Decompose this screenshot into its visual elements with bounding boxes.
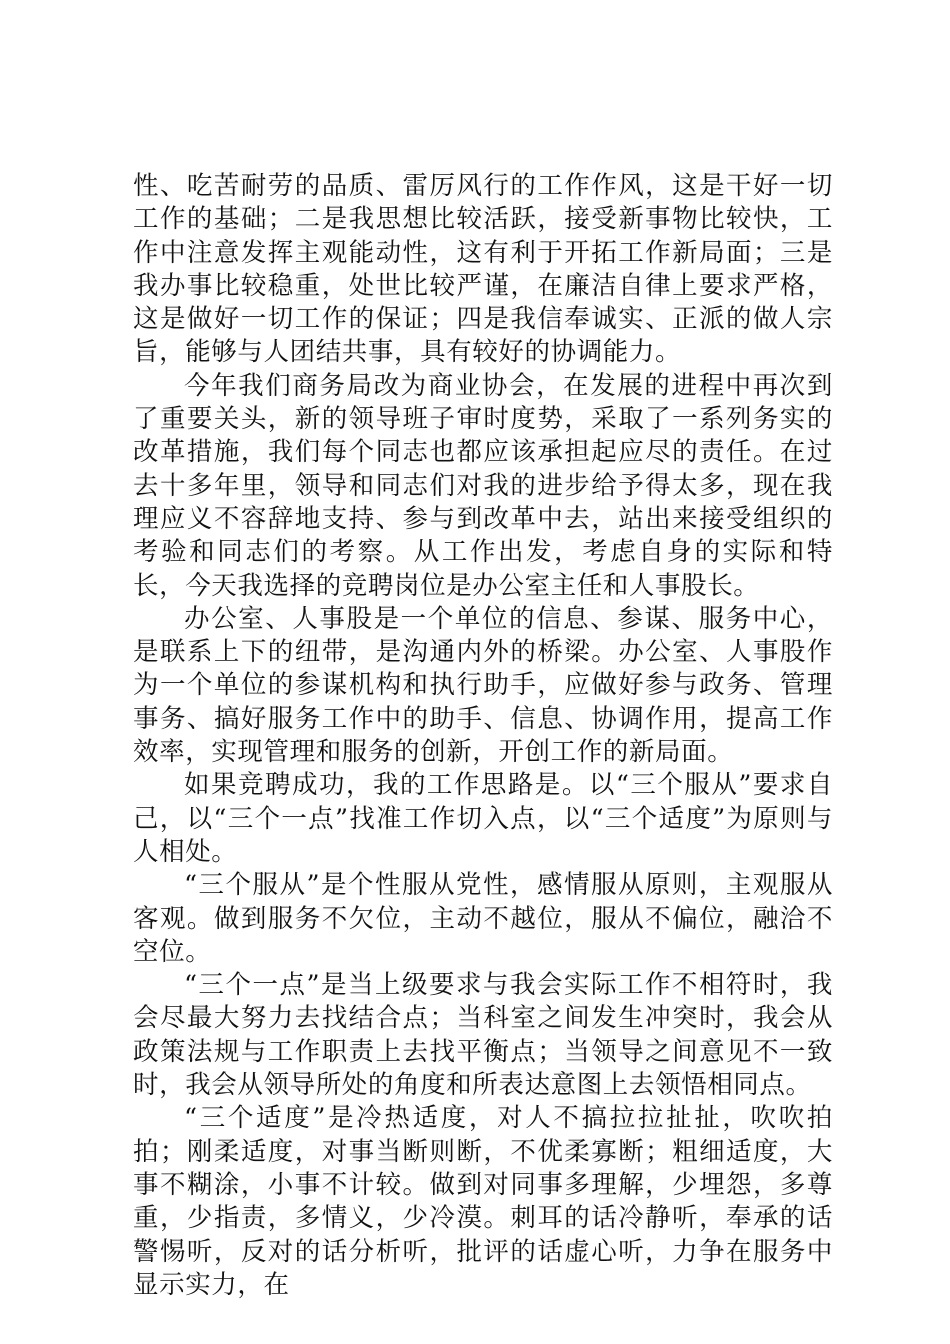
paragraph-4: 如果竞聘成功，我的工作思路是。以“三个服从”要求自己，以“三个一点”找准工作切入点，以“三个适度”为原则与人相处。 (133, 770, 833, 867)
paragraph-1: 性、吃苦耐劳的品质、雷厉风行的工作作风，这是干好一切工作的基础；二是我思想比较活跃，接受新事物比较快，工作中注意发挥主观能动性，这有利于开拓工作新局面；三是我办事比较稳重，处世比较严谨，在廉洁自律上要求严格，这是做好一切工作的保证；四是我信奉诚实、正派的做人宗旨，能够与人团结共事，具有较好的协调能力。 (133, 171, 833, 368)
paragraph-6: “三个一点”是当上级要求与我会实际工作不相符时，我会尽最大努力去找结合点；当科室之间发生冲突时，我会从政策法规与工作职责上去找平衡点；当领导之间意见不一致时，我会从领导所处的角度和所表达意图上去领悟相同点。 (133, 970, 833, 1101)
paragraph-3: 办公室、人事股是一个单位的信息、参谋、服务中心，是联系上下的纽带，是沟通内外的桥梁。办公室、人事股作为一个单位的参谋机构和执行助手，应做好参与政务、管理事务、搞好服务工作中的助手、信息、协调作用，提高工作效率，实现管理和服务的创新，开创工作的新局面。 (133, 603, 833, 768)
paragraph-2: 今年我们商务局改为商业协会，在发展的进程中再次到了重要关头，新的领导班子审时度势，采取了一系列务实的改革措施，我们每个同志也都应该承担起应尽的责任。在过去十多年里，领导和同志们对我的进步给予得太多，现在我理应义不容辞地支持、参与到改革中去，站出来接受组织的考验和同志们的考察。从工作出发，考虑自身的实际和特长，今天我选择的竞聘岗位是办公室主任和人事股长。 (133, 370, 833, 601)
paragraph-5: “三个服从”是个性服从党性，感情服从原则，主观服从客观。做到服务不欠位，主动不越位，服从不偏位，融洽不空位。 (133, 870, 833, 967)
paragraph-7: “三个适度”是冷热适度，对人不搞拉拉扯扯，吹吹拍拍；刚柔适度，对事当断则断，不优柔寡断；粗细适度，大事不糊涂，小事不计较。做到对同事多理解，少埋怨，多尊重，少指责，多情义，少冷漠。刺耳的话冷静听，奉承的话警惕听，反对的话分析听，批评的话虚心听，力争在服务中显示实力，在 (133, 1103, 833, 1300)
body-text (133, 170, 833, 1302)
